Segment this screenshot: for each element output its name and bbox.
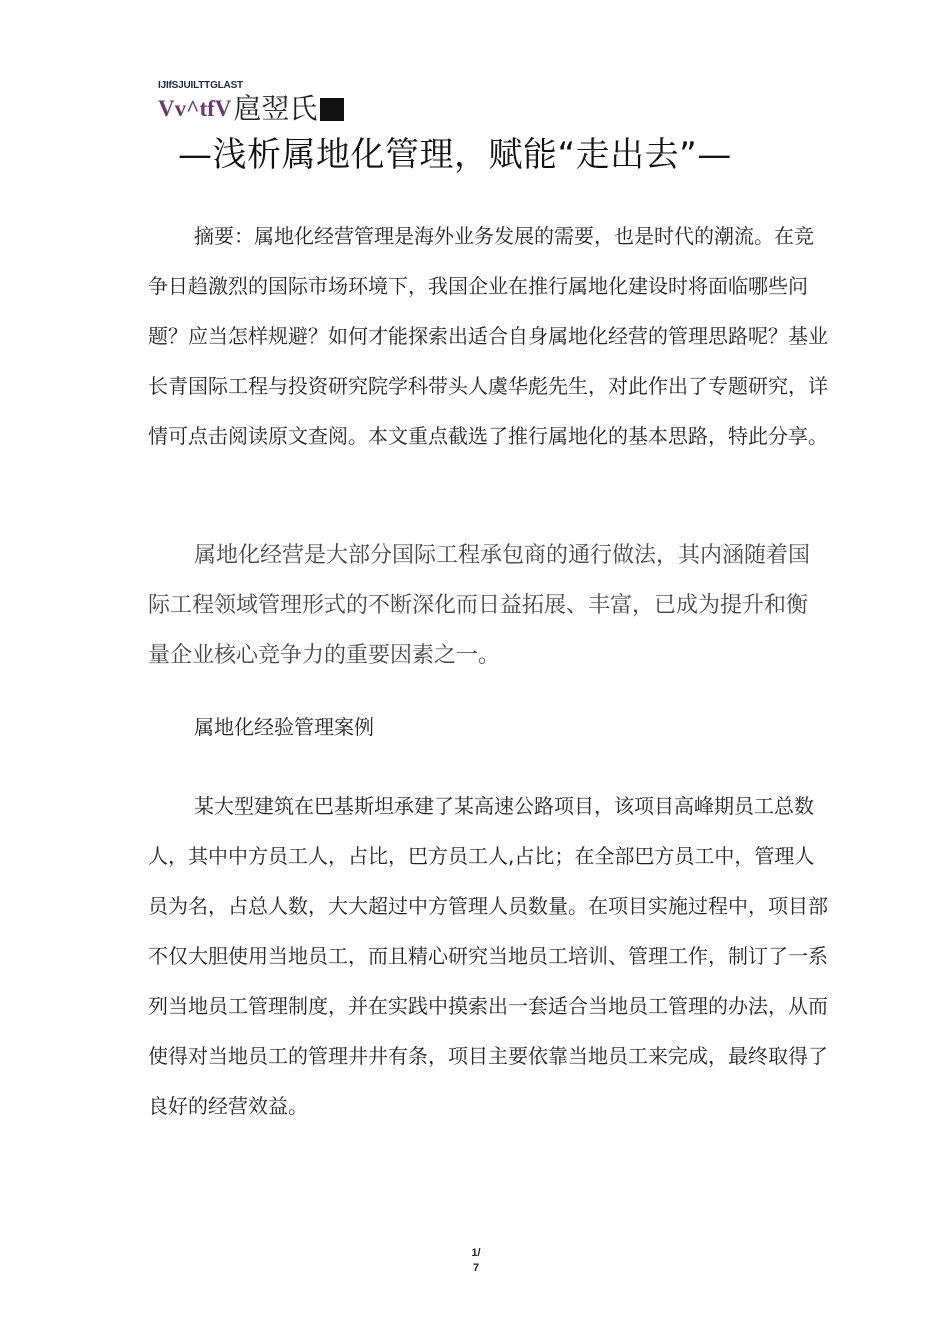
page-number-current: 1/ xyxy=(471,1247,481,1259)
intro-paragraph: 属地化经营是大部分国际工程承包商的通行做法，其内涵随着国际工程领域管理形式的不断深化而日益拓展、丰富，已成为提升和衡量企业核心竞争力的重要因素之一。 xyxy=(148,542,811,667)
page-number xyxy=(464,1246,488,1276)
page-number-total: 7 xyxy=(472,1262,480,1274)
logo-main xyxy=(158,94,344,124)
company-logo xyxy=(158,80,344,124)
logo-cjk-text: 扈翌氏 xyxy=(233,92,318,125)
logo-small-text: IJIfSJUILTTGLAST xyxy=(158,80,243,91)
logo-block-icon xyxy=(320,98,344,121)
section-heading: 属地化经验管理案例 xyxy=(194,715,374,739)
document-title: —浅析属地化管理，赋能“走出去”— xyxy=(178,135,732,175)
case-paragraph: 某大型建筑在巴基斯坦承建了某高速公路项目，该项目高峰期员工总数人，其中中方员工人，占比，巴方员工人,占比；在全部巴方员工中，管理人员为名，占总人数，大大超过中方管理人员数量。在项目实施过程中，项目部不仅大胆使用当地员工，而且精心研究当地员工培训、管理工作，制订了一系列当地员工管理制度，并在实践中摸索出一套适合当地员工管理的办法，从而使得对当地员工的管理井井有条，项目主要依靠当地员工来完成，最终取得了良好的经营效益。 xyxy=(148,794,828,1118)
abstract-paragraph: 摘要：属地化经营管理是海外业务发展的需要，也是时代的潮流。在竞争日趋激烈的国际市场环境下，我国企业在推行属地化建设时将面临哪些问题？应当怎样规避？如何才能探索出适合自身属地化经营的管理思路呢？基业长青国际工程与投资研究院学科带头人虞华彪先生，对此作出了专题研究，详情可点击阅读原文查阅。本文重点截选了推行属地化的基本思路，特此分享。 xyxy=(148,224,828,448)
logo-latin-text: Vv^tfV xyxy=(158,96,232,121)
